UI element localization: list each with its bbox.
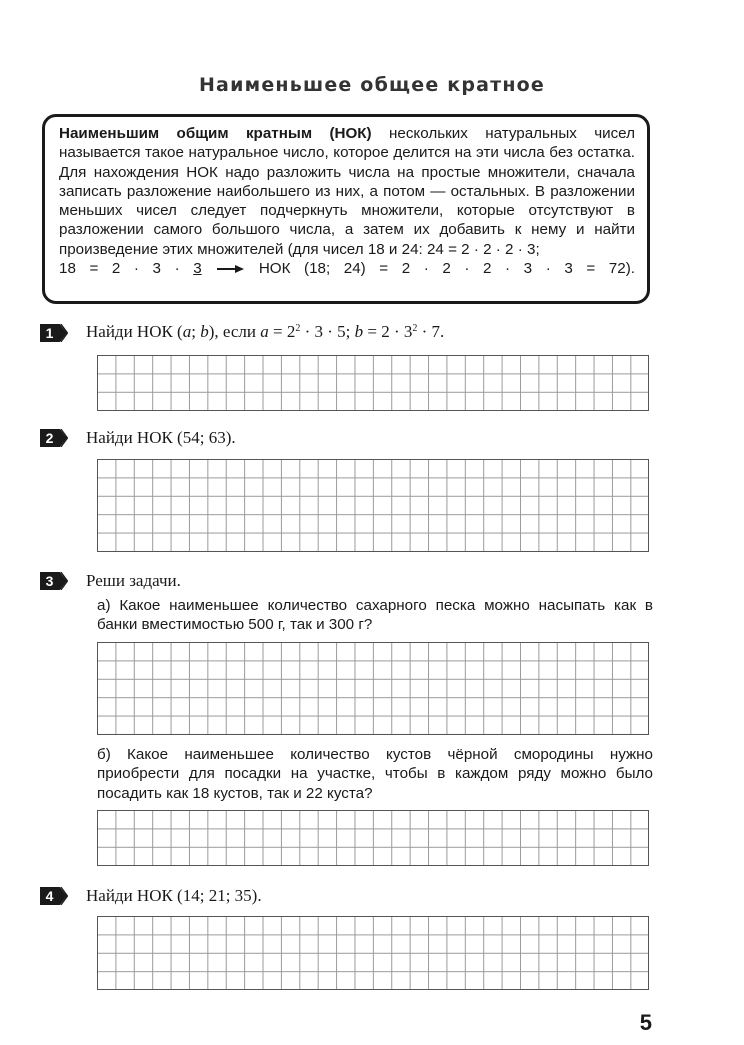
definition-lcm-result: НОК (18; 24) = 2 · 2 · 2 · 3 · 3 = 72). — [258, 260, 635, 278]
task-3-text: Реши задачи. — [86, 571, 181, 590]
definition-box — [42, 114, 650, 304]
definition-body: нескольких натуральных чисел называется такое натуральное число, которое делится на эти числа без остатка. Для нахождения НОК надо разложить числа на простые множители, сначала записать разложение наибольшего из них, а потом — остальных. В разложении меньших чисел следует подчеркнуть множители, которые отсутствуют в разложении самого большого числа, а затем их добавить к нему и найти произведение этих множителей (для чисел 18 и 24: 24 = 2 · 2 · 2 · 3; — [59, 125, 635, 258]
answer-grid-4[interactable] — [97, 916, 649, 990]
answer-grid-3a[interactable] — [97, 642, 649, 735]
definition-expansion-18: 18 = 2 · 3 · — [59, 260, 180, 278]
answer-grid-1[interactable] — [97, 355, 649, 411]
numbered-arrow-badge-icon — [40, 887, 68, 905]
definition-term: Наименьшим общим кратным (НОК) — [59, 125, 372, 142]
task-number-2: 2 — [45, 430, 54, 446]
var-a: a — [182, 322, 192, 341]
numbered-arrow-badge-icon — [40, 429, 68, 447]
task-4-text: Найди НОК (14; 21; 35). — [86, 886, 262, 905]
var-b: b — [200, 322, 209, 341]
task-number-4: 4 — [45, 888, 54, 904]
definition-last-line — [59, 259, 635, 278]
definition-text — [59, 124, 635, 259]
task-3a-text: а) Какое наименьшее количество сахарного песка можно насыпать как в банки вместимостью 500 г, так и 300 г? — [97, 597, 653, 634]
answer-grid-2[interactable] — [97, 459, 649, 552]
task-number-1: 1 — [45, 325, 54, 341]
underlined-factor: 3 — [193, 260, 202, 278]
right-arrow-icon — [215, 264, 245, 274]
numbered-arrow-badge-icon — [40, 324, 68, 342]
answer-grid-3b[interactable] — [97, 810, 649, 866]
page-number: 5 — [639, 1010, 652, 1035]
task-1-text: Найди НОК (a; b), если $a = 2^2 \cdot 3 \cdot 5$; $b = 2 \cdot 3^2 \cdot 7$. — [86, 322, 445, 341]
task-3b-text: б) Какое наименьшее количество кустов чёрной смородины нужно приобрести для посадки на участке, чтобы в каждом ряду можно было посадить как 18 кустов, так и 22 куста? — [97, 746, 653, 802]
numbered-arrow-badge-icon — [40, 572, 68, 590]
task-2-text: Найди НОК (54; 63). — [86, 428, 236, 447]
task-number-3: 3 — [45, 573, 54, 589]
page-title: Наименьшее общее кратное — [198, 74, 546, 96]
